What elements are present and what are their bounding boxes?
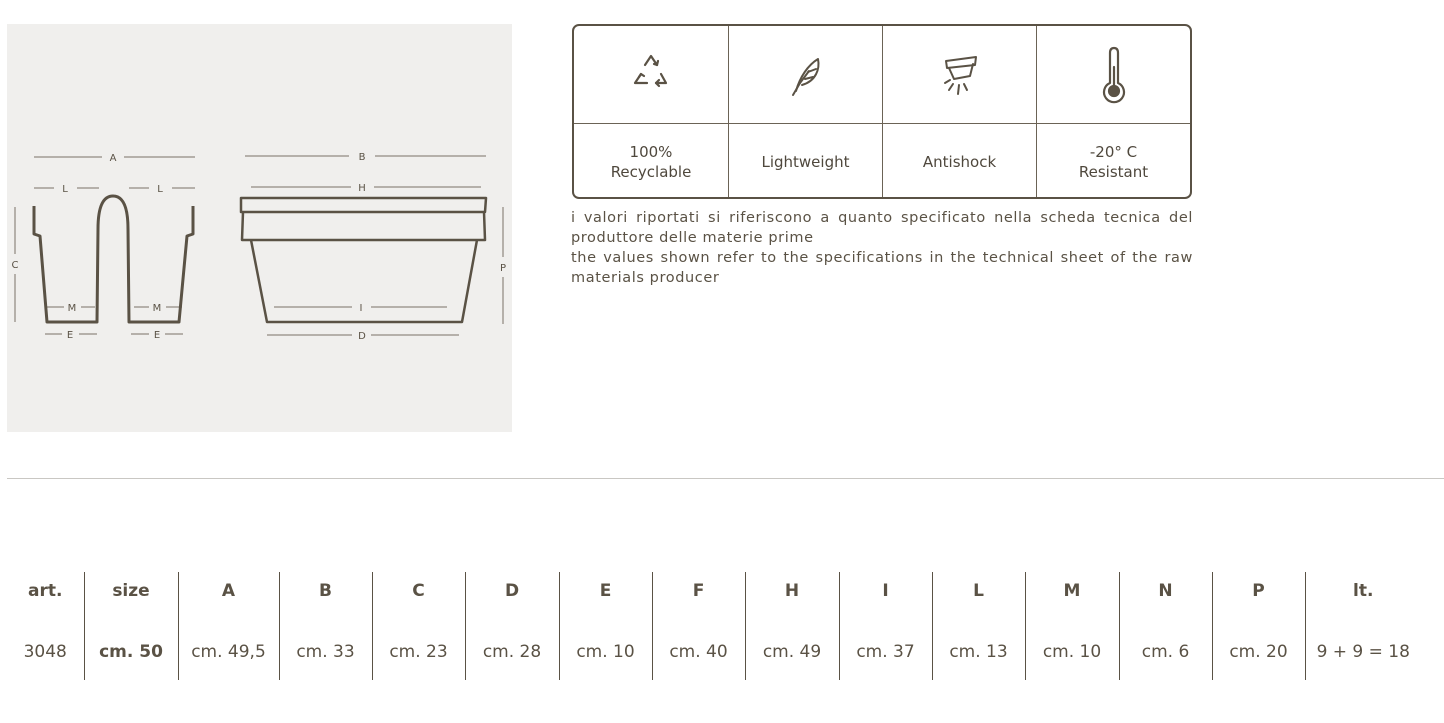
thermometer-icon <box>1086 43 1142 107</box>
recycle-icon <box>623 47 679 103</box>
table-cell: cm. 33 <box>279 610 372 680</box>
table-header-cell: C <box>372 572 465 610</box>
spec-note <box>571 208 1193 288</box>
table-cell: cm. 6 <box>1119 610 1212 680</box>
table-cell: cm. 37 <box>839 610 932 680</box>
table-header-cell: I <box>839 572 932 610</box>
table-header-cell: lt. <box>1305 572 1421 610</box>
table-cell: cm. 40 <box>652 610 745 680</box>
table-row <box>7 610 1421 680</box>
table-cell: 9 + 9 = 18 <box>1305 610 1421 680</box>
shock-pot-icon <box>932 47 988 103</box>
table-cell: cm. 49 <box>745 610 839 680</box>
table-cell: cm. 28 <box>465 610 559 680</box>
dimension-diagram <box>7 24 512 432</box>
feature-label-line1: Antishock <box>922 152 997 171</box>
front-view-outline <box>241 198 486 322</box>
table-header-row <box>7 572 1421 610</box>
table-cell: cm. 49,5 <box>178 610 279 680</box>
table-cell: 3048 <box>23 642 67 662</box>
feature-temperature <box>1036 26 1190 197</box>
feature-label-line1: -20° C <box>1089 142 1138 161</box>
table-header-cell: M <box>1025 572 1119 610</box>
table-header-cell: N <box>1119 572 1212 610</box>
feature-antishock <box>882 26 1036 197</box>
table-header-cell: size <box>84 572 178 610</box>
spec-table <box>7 572 1421 680</box>
dim-label-h: H <box>358 183 366 194</box>
feather-icon <box>778 47 834 103</box>
feature-label-line1: 100% <box>629 142 673 161</box>
dim-label-l: L <box>62 184 68 195</box>
table-header-cell: P <box>1212 572 1305 610</box>
dim-label-i: I <box>359 303 363 314</box>
table-header-cell: H <box>745 572 839 610</box>
dim-label-a: A <box>109 153 117 164</box>
table-header-cell: art. <box>28 581 63 601</box>
table-cell: cm. 23 <box>372 610 465 680</box>
feature-label-line2: Resistant <box>1078 162 1149 181</box>
dimension-diagram-panel <box>7 24 512 432</box>
note-english: the values shown refer to the specifications in the technical sheet of the raw materials producer <box>571 250 1193 286</box>
table-header-cell: A <box>178 572 279 610</box>
dim-label-m: M <box>67 303 77 314</box>
dim-label-e: E <box>153 330 161 341</box>
table-cell: cm. 50 <box>84 610 178 680</box>
feature-recyclable <box>574 26 728 197</box>
table-header-cell: D <box>465 572 559 610</box>
table-cell: cm. 20 <box>1212 610 1305 680</box>
features-grid <box>572 24 1192 199</box>
dim-label-l: L <box>157 184 163 195</box>
dim-label-m: M <box>152 303 162 314</box>
dim-label-p: P <box>499 263 507 274</box>
dim-label-b: B <box>358 152 366 163</box>
feature-label-line1: Lightweight <box>761 152 850 171</box>
table-header-cell: E <box>559 572 652 610</box>
feature-label-line2: Recyclable <box>610 162 692 181</box>
note-italian: i valori riportati si riferiscono a quanto specificato nella scheda tecnica del produttore delle materie prime <box>571 210 1193 246</box>
table-header-cell: F <box>652 572 745 610</box>
dim-label-c: C <box>11 260 19 271</box>
feature-lightweight <box>728 26 882 197</box>
table-header-cell: B <box>279 572 372 610</box>
table-header-cell: L <box>932 572 1025 610</box>
dim-label-e: E <box>66 330 74 341</box>
table-cell: cm. 13 <box>932 610 1025 680</box>
table-cell: cm. 10 <box>1025 610 1119 680</box>
side-view-outline <box>34 196 193 322</box>
table-cell: cm. 10 <box>559 610 652 680</box>
dim-label-d: D <box>358 331 366 342</box>
divider <box>7 478 1444 479</box>
